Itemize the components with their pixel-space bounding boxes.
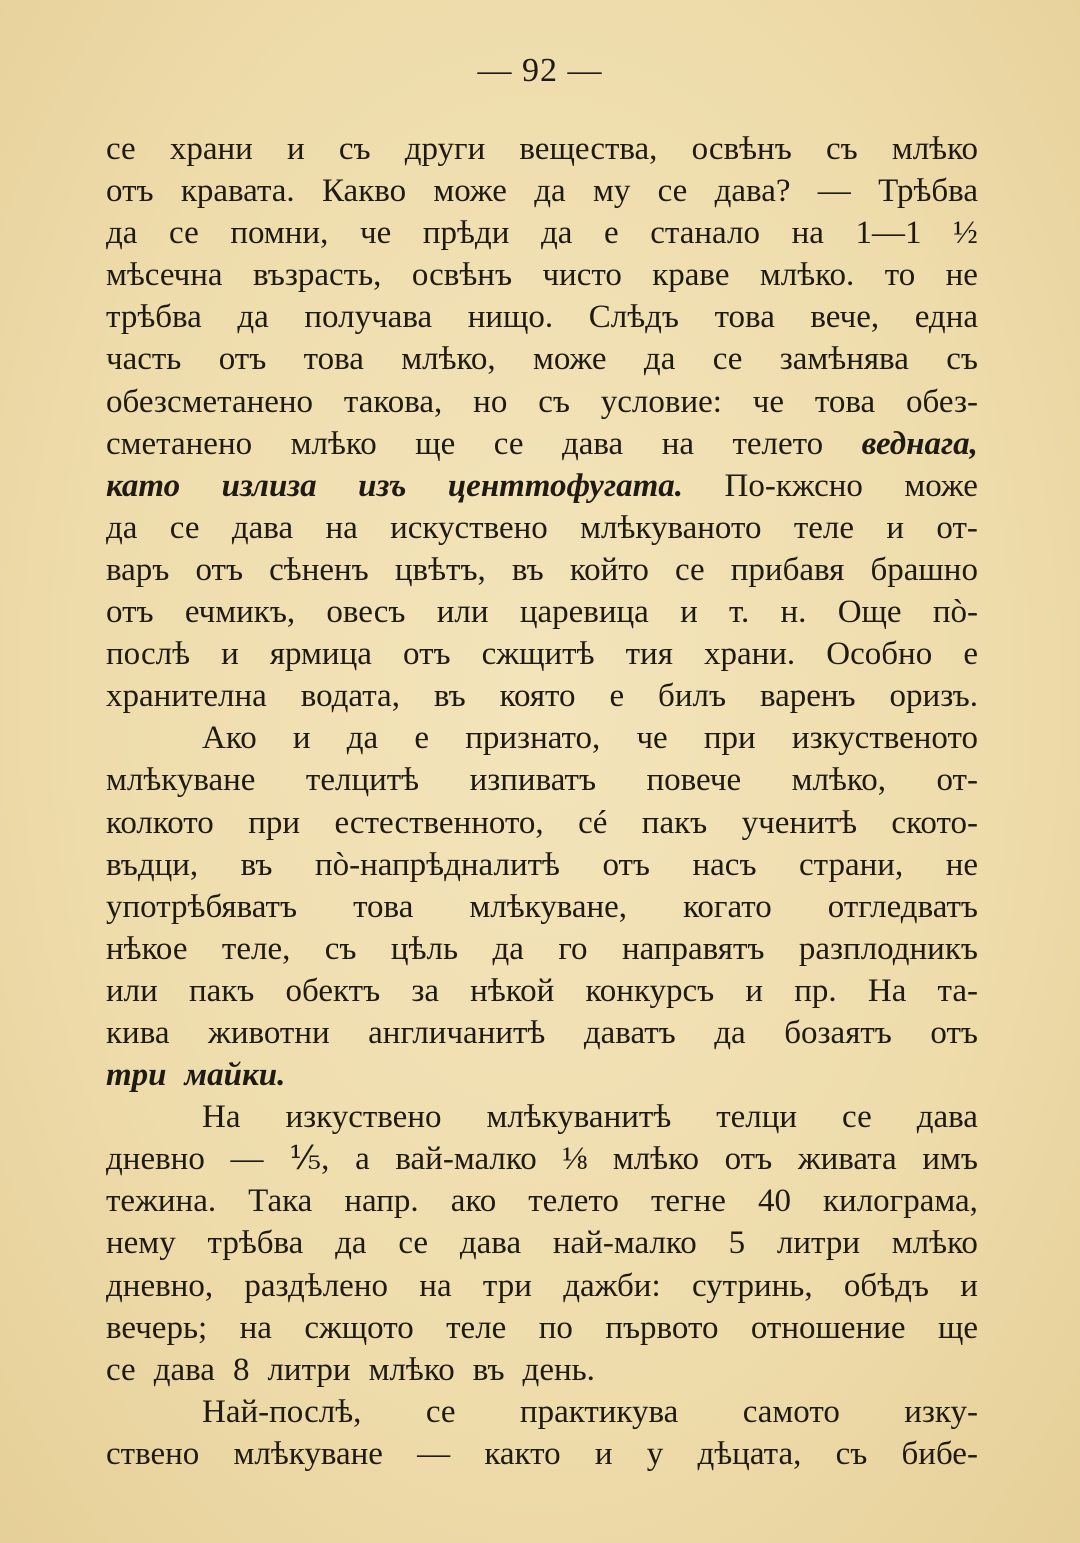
text-line: отъ кравата. Какво може да му се дава? — Трѣбва [106, 173, 978, 210]
text-line: три майки. [106, 1057, 286, 1094]
body-text [106, 128, 978, 1475]
text-line: употрѣбяватъ това млѣкуване, когато отгледватъ [106, 888, 978, 925]
text-line: вечерь; на сжщото теле по първото отношение ще [106, 1309, 978, 1346]
text-line: нѣкое теле, съ цѣль да го направятъ разплодникъ [106, 930, 978, 967]
text-line: като излиза изъ центтофугата. По-кжсно може [106, 467, 978, 504]
text-line: въдци, въ пò-напрѣдналитѣ отъ насъ страни, не [106, 846, 978, 883]
text-line: Най-послѣ, се практикува самото изку- [202, 1393, 978, 1430]
text-line: обезсметанено такова, но съ условие: че това обез- [106, 383, 978, 420]
text-line: дневно — ⅕, а вай-малко ⅛ млѣко отъ живата имъ [106, 1141, 978, 1178]
text-line: тежина. Така напр. ако телето тегне 40 килограма, [106, 1183, 978, 1220]
text-line: хранителна водата, въ която е билъ варенъ оризъ. [106, 678, 978, 715]
text-line: колкото при естественното, сé пакъ ученитѣ ското- [106, 804, 978, 841]
page-number: — 92 — [477, 52, 603, 89]
text-line: трѣбва да получава нищо. Слѣдъ това вече, една [106, 299, 978, 336]
text-line: послѣ и ярмица отъ сжщитѣ тия храни. Особно е [106, 636, 978, 673]
text-line: часть отъ това млѣко, може да се замѣнява съ [106, 341, 978, 378]
text-line: Ако и да е признато, че при изкуственото [202, 720, 978, 757]
text-line: дневно, раздѣлено на три дажби: сутринь, обѣдъ и [106, 1267, 978, 1304]
text-line: нему трѣбва да се дава най-малко 5 литри млѣко [106, 1225, 978, 1262]
text-line: да се дава на искуствено млѣкуваното теле и от- [106, 509, 978, 546]
text-line: отъ ечмикъ, овесъ или царевица и т. н. Още пò- [106, 594, 978, 631]
text-line: ствено млѣкуване — както и у дѣцата, съ бибе- [106, 1435, 978, 1472]
text-line: кива животни англичанитѣ даватъ да бозаятъ отъ [106, 1014, 978, 1051]
text-line: се храни и съ други вещества, освѣнъ съ млѣко [106, 131, 978, 167]
text-line: На изкуствено млѣкуванитѣ телци се дава [202, 1099, 978, 1136]
text-line: млѣкуване телцитѣ изпиватъ повече млѣко, от- [106, 762, 978, 799]
text-line: да се помни, че прѣди да е станало на 1—1 ½ [106, 215, 978, 252]
text-line: варъ отъ сѣненъ цвѣтъ, въ който се прибавя брашно [106, 551, 978, 588]
text-line: мѣсечна възрасть, освѣнъ чисто краве млѣко. то не [106, 257, 978, 294]
text-line: се дава 8 литри млѣко въ день. [106, 1351, 595, 1388]
text-line: или пакъ обектъ за нѣкой конкурсъ и пр. На та- [106, 972, 978, 1009]
text-line: сметанено млѣко ще се дава на телето веднага, [106, 425, 978, 462]
